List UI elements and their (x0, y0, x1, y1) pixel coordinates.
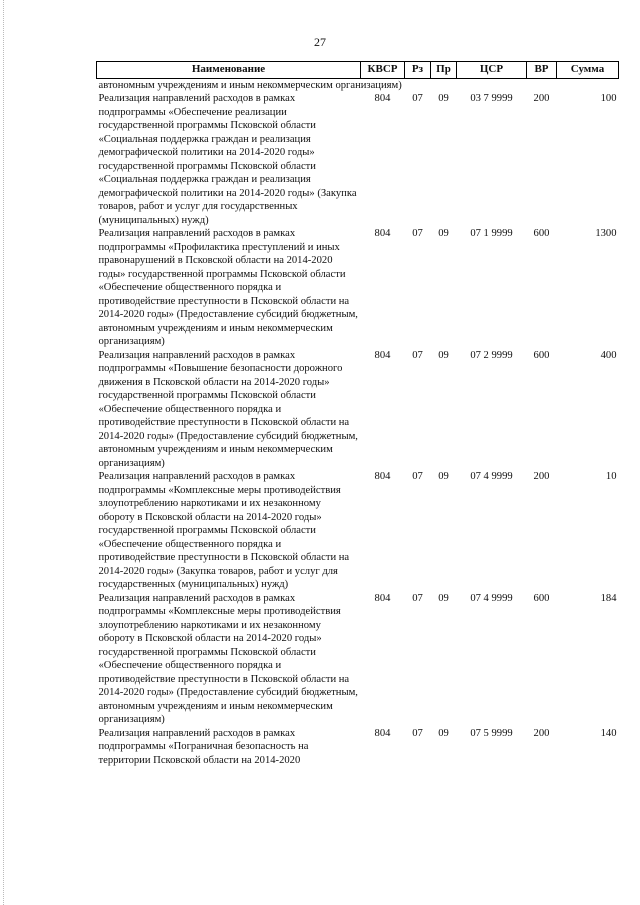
row-kvsr: 804 (374, 349, 391, 361)
row-name: Реализация направлений расходов в рамках подпрограммы «Комплексные меры противодействия злоупотреблению наркотиками и их незаконному обороту в Псковской области на 2014-2020 годы» государственной программы Псковской области «Обеспечение общественного порядка и противодействие преступности в Псковской области на 2014-2020 годы» (Предоставление субсидий бюджетным, автономным учреждениям и иным некоммерческим организациям) (98, 592, 358, 725)
table-row (97, 349, 619, 471)
row-kvsr: 804 (374, 93, 391, 104)
budget-table (96, 61, 619, 767)
row-pr: 09 (438, 93, 449, 104)
header-pr: Пр (431, 62, 457, 79)
row-rz: 07 (412, 349, 423, 361)
header-sum: Сумма (557, 62, 619, 79)
row-pr: 09 (438, 349, 449, 361)
page-number: 27 (314, 35, 326, 49)
row-vr: 600 (533, 228, 550, 239)
row-vr: 600 (533, 349, 550, 361)
table-row (97, 592, 619, 727)
row-sum: 400 (600, 349, 617, 361)
row-csr: 07 4 9999 (470, 592, 513, 604)
header-vr: ВР (527, 62, 557, 79)
row-kvsr: 804 (374, 471, 391, 482)
row-name: Реализация направлений расходов в рамках подпрограммы «Обеспечение реализации государственной программы Псковской области «Социальная поддержка граждан и реализация демографической политики на 2014-2020 годы» государственной программы Псковской области «Социальная поддержка граждан и реализация демографической политики на 2014-2020 годы» (Закупка товаров, работ и услуг для государственных (муниципальных) нужд) (98, 93, 357, 226)
page-margin-line (3, 0, 5, 905)
table-row (97, 227, 619, 349)
row-rz: 07 (412, 592, 423, 604)
row-vr: 200 (533, 727, 550, 739)
row-name: Реализация направлений расходов в рамках подпрограммы «Профилактика преступлений и иных правонарушений в Псковской области на 2014-2020 годы» государственной программы Псковской области «Обеспечение общественного порядка и противодействие преступности в Псковской области на 2014-2020 годы» (Предоставление субсидий бюджетным, автономным учреждениям и иным некоммерческим организациям) (98, 228, 358, 347)
table-row (97, 92, 619, 227)
row-sum: 140 (600, 727, 617, 739)
table-row (97, 470, 619, 592)
row-sum: 1300 (595, 228, 617, 239)
row-csr: 07 2 9999 (470, 349, 513, 361)
row-sum: 10 (605, 471, 617, 482)
row-name: Реализация направлений расходов в рамках подпрограммы «Комплексные меры противодействия злоупотреблению наркотиками и их незаконному обороту в Псковской области на 2014-2020 годы» государственной программы Псковской области «Обеспечение общественного порядка и противодействие преступности в Псковской области на 2014-2020 годы» (Закупка товаров, работ и услуг для государственных (муниципальных) нужд) (98, 471, 350, 590)
table-row (97, 727, 619, 768)
row-vr: 600 (533, 592, 550, 604)
row-kvsr: 804 (374, 592, 391, 604)
table-row-continuation (97, 78, 619, 92)
row-sum: 100 (600, 93, 617, 104)
row-rz: 07 (412, 727, 423, 739)
row-pr: 09 (438, 471, 449, 482)
header-rz: Рз (405, 62, 431, 79)
header-csr: ЦСР (457, 62, 527, 79)
row-rz: 07 (412, 93, 423, 104)
row-csr: 07 4 9999 (470, 471, 513, 482)
row-name: Реализация направлений расходов в рамках подпрограммы «Повышение безопасности дорожного движения в Псковской области на 2014-2020 годы» государственной программы Псковской области «Обеспечение общественного порядка и противодействие преступности в Псковской области на 2014-2020 годы» (Предоставление субсидий бюджетным, автономным учреждениям и иным некоммерческим организациям) (98, 349, 358, 469)
row-vr: 200 (533, 471, 550, 482)
row-pr: 09 (438, 592, 449, 604)
row-vr: 200 (533, 93, 550, 104)
row-pr: 09 (438, 228, 449, 239)
budget-table-container (96, 61, 618, 767)
table-header-row (97, 62, 619, 79)
row-pr: 09 (438, 727, 449, 739)
row-csr: 03 7 9999 (470, 93, 513, 104)
row-rz: 07 (412, 228, 423, 239)
row-kvsr: 804 (374, 727, 391, 739)
row-csr: 07 1 9999 (470, 228, 513, 239)
header-kvsr: КВСР (361, 62, 405, 79)
row-kvsr: 804 (374, 228, 391, 239)
row-csr: 07 5 9999 (470, 727, 513, 739)
row-sum: 184 (600, 592, 617, 604)
row-rz: 07 (412, 471, 423, 482)
continuation-text: автономным учреждениям и иным некоммерческим организациям) (98, 79, 402, 91)
row-name: Реализация направлений расходов в рамках подпрограммы «Пограничная безопасность на территории Псковской области на 2014-2020 (98, 727, 309, 766)
header-name: Наименование (97, 62, 361, 79)
